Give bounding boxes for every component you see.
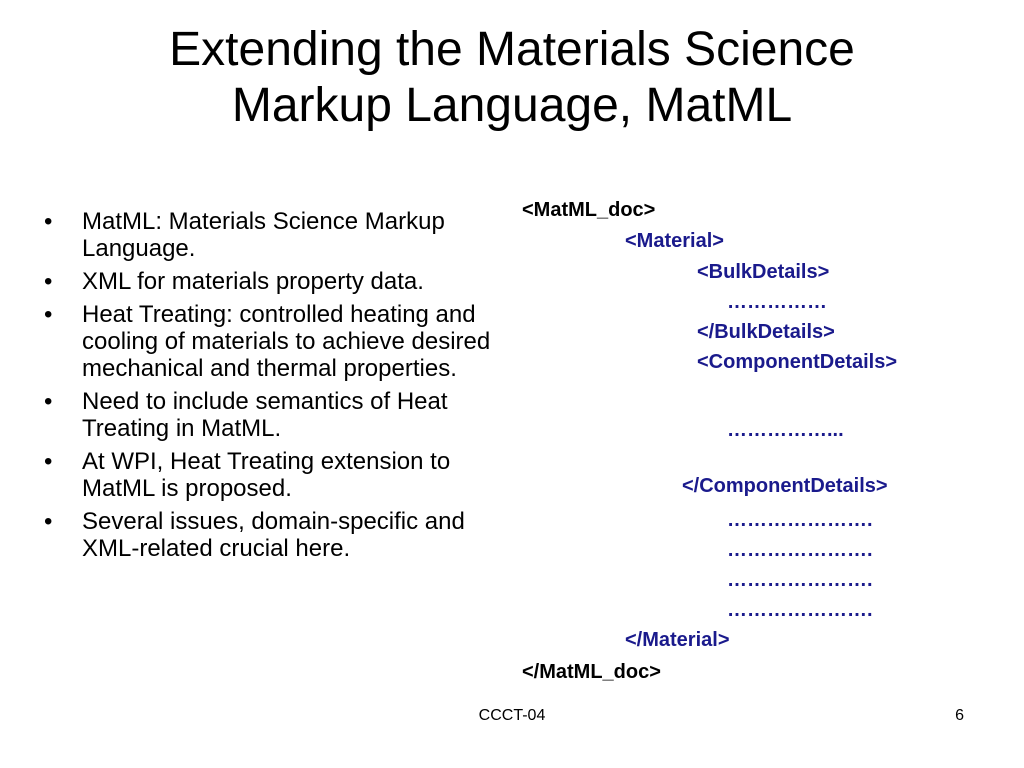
bullet-glyph: • [44, 268, 53, 295]
xml-line-ellipsis: …………………. [727, 539, 873, 561]
xml-line-ellipsis: ……………... [727, 419, 844, 441]
bullet-text: Several issues, domain-specific and XML-related crucial here. [82, 508, 465, 562]
xml-line-material-close: </Material> [625, 629, 730, 651]
bullet-glyph: • [44, 208, 53, 235]
bullet-glyph: • [44, 301, 53, 328]
xml-line-matml-doc-close: </MatML_doc> [522, 661, 661, 683]
xml-line-material-open: <Material> [625, 230, 724, 252]
bullet-text: Need to include semantics of Heat Treating in MatML. [82, 388, 448, 442]
xml-line-ellipsis: …………… [727, 291, 827, 313]
xml-line-matml-doc-open: <MatML_doc> [522, 199, 656, 221]
xml-line-ellipsis: …………………. [727, 599, 873, 621]
bullet-glyph: • [44, 388, 53, 415]
title-line-2: Markup Language, MatML [231, 79, 793, 132]
page-number: 6 [955, 707, 964, 724]
title-line-1: Extending the Materials Science [169, 23, 855, 76]
xml-line-bulkdetails-close: </BulkDetails> [697, 321, 835, 343]
xml-line-bulkdetails-open: <BulkDetails> [697, 261, 830, 283]
bullet-text: Heat Treating: controlled heating and cooling of materials to achieve desired mechanical and thermal properties. [82, 301, 491, 382]
bullet-glyph: • [44, 448, 53, 475]
bullet-text: At WPI, Heat Treating extension to MatML is proposed. [82, 448, 451, 502]
xml-line-componentdetails-open: <ComponentDetails> [697, 351, 898, 373]
bullet-text: MatML: Materials Science Markup Language. [82, 208, 445, 262]
bullet-text: XML for materials property data. [82, 268, 424, 295]
xml-line-ellipsis: …………………. [727, 509, 873, 531]
bullet-glyph: • [44, 508, 53, 535]
xml-line-componentdetails-close: </ComponentDetails> [682, 475, 888, 497]
xml-line-ellipsis: …………………. [727, 569, 873, 591]
footer-label: CCCT-04 [478, 707, 546, 724]
